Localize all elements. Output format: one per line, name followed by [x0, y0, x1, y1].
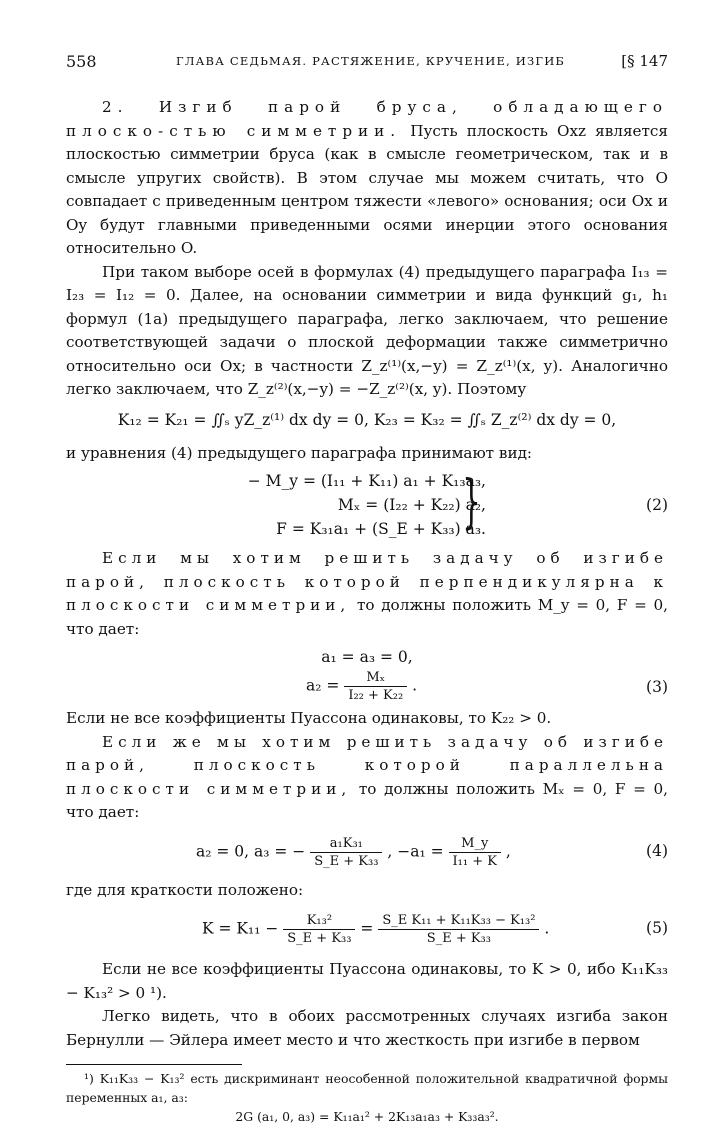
equation-4-part-a: a₂ = 0, a₃ = − [196, 842, 306, 860]
equation-number-5: (5) [646, 919, 668, 937]
running-title: ГЛАВА СЕДЬМАЯ. РАСТЯЖЕНИЕ, КРУЧЕНИЕ, ИЗГИБ [176, 54, 566, 68]
equation-4-fraction-2 [449, 835, 501, 870]
paragraph-5: Если не все коэффициенты Пуассона одинаковы, то K₂₂ > 0. [66, 709, 552, 727]
equation-5-f1-denominator: S_E + K₃₃ [287, 931, 352, 946]
equation-4-f1-denominator: S_E + K₃₃ [314, 853, 379, 869]
equation-4-fraction-1 [310, 835, 382, 870]
equation-4-end: , [505, 842, 511, 860]
equation-5 [66, 908, 668, 952]
equation-3-numerator: Mₓ [344, 669, 407, 687]
system-line-3: F = K₃₁a₁ + (S_E + K₃₃) a₃. [276, 520, 486, 538]
equation-4-f2-numerator: M_y [449, 835, 501, 853]
equation-3-denominator: I₂₂ + K₂₂ [348, 688, 404, 703]
equation-number-4: (4) [646, 841, 668, 860]
equation-4-f2-denominator: I₁₁ + K [452, 853, 497, 869]
paragraph-6-tail: то должны положить Mₓ = 0, F = 0, что дает: [66, 779, 668, 821]
equation-4-part-b: , −a₁ = [387, 842, 444, 860]
paragraph-1-body: Пусть плоскость Oxz является плоскостью симметрии бруса (как в смысле геометрическом, так и в смысле упругих свойств). В этом случае мы можем считать, что O совпадает с приведенным центром тяжести «левого» основания; оси Ox и Oy будут главными приведенными осями инерции этого основания относительно O. [66, 121, 668, 257]
equation-5-end: . [544, 919, 550, 938]
equation-number-3: (3) [646, 678, 668, 696]
section-marker: [§ 147 [621, 52, 668, 70]
paragraph-4 [66, 547, 668, 641]
equation-k-integrals-text: K₁₂ = K₂₁ = ∬ₛ yZ_z⁽¹⁾ dx dy = 0, K₂₃ = K₃₂ = ∬ₛ Z_z⁽²⁾ dx dy = 0, [117, 410, 617, 429]
equation-4-f1-numerator: a₁K₃₁ [310, 835, 382, 853]
page-number: 558 [66, 52, 97, 71]
paragraph-4-tail: то должны положить M_y = 0, F = 0, что дает: [66, 596, 668, 638]
book-page [66, 52, 668, 1127]
paragraph-6 [66, 731, 668, 825]
system-line-2: Mₓ = (I₂₂ + K₂₂) a₂, [337, 496, 486, 514]
equation-5-fraction-2 [378, 912, 539, 947]
equation-3 [66, 645, 668, 705]
paragraph-6-spaced: Если же мы хотим решить задачу об изгибе парой, плоскость которой параллельна плоскости симметрии, [66, 732, 668, 798]
paragraph-7: где для краткости положено: [66, 880, 304, 899]
equation-5-f2-denominator: S_E + K₃₃ [426, 931, 491, 946]
paragraph-4-spaced: Если мы хотим решить задачу об изгибе парой, плоскость которой перпендикулярна к плоскости симметрии, [66, 549, 668, 614]
equation-3-end: . [412, 676, 418, 695]
equation-3-lhs: a₂ = [306, 676, 340, 695]
paragraph-2: При таком выборе осей в формулах (4) предыдущего параграфа I₁₃ = I₂₃ = I₁₂ = 0. Далее, на основании симметрии и вида функций g₁, h₁ формул (1а) предыдущего параграфа, легко заключаем, что решение соответствующей задачи о плоской деформации также симметрично относительно оси Ox; в частности Z_z⁽¹⁾(x,−y) = Z_z⁽¹⁾(x, y). Аналогично легко заключаем, что Z_z⁽²⁾(x,−y) = −Z_z⁽²⁾(x, y). Поэтому [66, 262, 668, 398]
footnote-text: ¹) K₁₁K₃₃ − K₁₃² есть дискриминант неособенной положительной квадратичной формы переменных a₁, a₃: [66, 1071, 668, 1105]
equation-system-2 [66, 469, 668, 541]
equation-5-part-a: K = K₁₁ − [202, 919, 279, 938]
equation-3-line-1: a₁ = a₃ = 0, [321, 648, 413, 666]
paragraph-9: Легко видеть, что в обоих рассмотренных случаях изгиба закон Бернулли — Эйлера имеет место и что жесткость при изгибе в первом [66, 1007, 668, 1049]
paragraph-3: и уравнения (4) предыдущего параграфа принимают вид: [66, 443, 533, 462]
equation-k-integrals [66, 408, 668, 432]
paragraph-1-lead: 2. Изгиб парой бруса, обладающего плоско-стью симметрии. [66, 98, 668, 140]
equation-5-part-b: = [360, 919, 374, 938]
page-header [66, 52, 668, 74]
equation-4 [66, 831, 668, 875]
equation-5-f1-numerator: K₁₃² [283, 912, 355, 930]
footnote-formula: 2G (a₁, 0, a₃) = K₁₁a₁² + 2K₁₃a₁a₃ + K₃₃a₃². [235, 1109, 499, 1124]
equation-number-2: (2) [646, 496, 668, 514]
paragraph-8: Если не все коэффициенты Пуассона одинаковы, то K > 0, ибо K₁₁K₃₃ − K₁₃² > 0 ¹). [66, 960, 668, 1002]
equation-5-fraction-1 [283, 912, 355, 947]
equation-3-fraction [344, 669, 407, 704]
paragraph-1 [66, 96, 668, 261]
equation-5-f2-numerator: S_E K₁₁ + K₁₁K₃₃ − K₁₃² [378, 912, 539, 930]
system-line-1: − M_y = (I₁₁ + K₁₁) a₁ + K₁₃a₃, [247, 472, 486, 490]
footnote-rule [66, 1064, 242, 1065]
right-brace: } [462, 467, 481, 535]
